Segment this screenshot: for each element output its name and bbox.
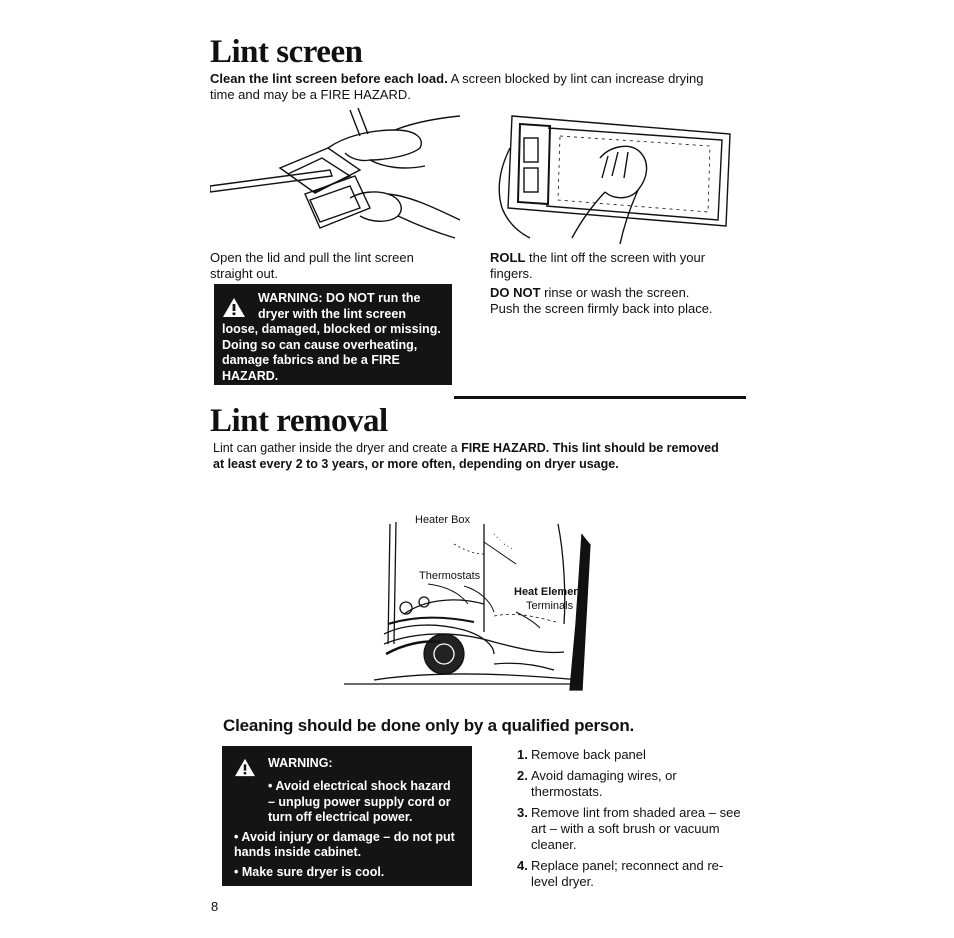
warning-box-lint-screen [214, 284, 452, 385]
caption-roll-rest: the lint off the screen with your fingers. [490, 250, 706, 281]
caption-roll-bold: ROLL [490, 250, 526, 265]
label-terminals: Terminals [526, 600, 574, 612]
list-item: 1. Remove back panel [517, 747, 646, 762]
list-item: 3. Remove lint from shaded area – see art – with a soft brush or vacuum cleaner. [517, 805, 741, 852]
label-thermostats: Thermostats [419, 570, 481, 582]
steps-list [517, 747, 747, 890]
removal-intro-plain: Lint can gather inside the dryer and create a [213, 441, 462, 455]
list-item: 2. Avoid damaging wires, or thermostats. [517, 768, 677, 799]
section-divider [454, 396, 746, 399]
caption-push-back: Push the screen firmly back into place. [490, 301, 713, 316]
warning-rest: loose, damaged, blocked or missing. Doing so can cause overheating, damage fabrics and be a FIRE HAZARD. [222, 322, 441, 383]
caption-roll-lint [490, 250, 750, 317]
warning-triangle-icon [222, 297, 246, 318]
section-title-lint-screen: Lint screen [210, 34, 363, 70]
warning2-head: WARNING: [268, 756, 333, 770]
warning-triangle-icon [234, 758, 256, 777]
qualified-person-heading: Cleaning should be done only by a qualified person. [223, 716, 635, 735]
intro-bold: Clean the lint screen before each load. [210, 71, 448, 86]
warning2-bullet3: • Make sure dryer is cool. [234, 864, 385, 879]
section-title-lint-removal: Lint removal [210, 403, 388, 439]
warning-line2: dryer with the lint screen [258, 306, 406, 321]
warning2-bullet1: • Avoid electrical shock hazard – unplug power supply cord or turn off electrical power. [268, 779, 451, 824]
warning2-bullet2: • Avoid injury or damage – do not put hands inside cabinet. [234, 829, 455, 859]
caption-open-lid: Open the lid and pull the lint screen straight out. [210, 250, 414, 281]
removal-intro-bold: FIRE HAZARD. This lint should be removed at least every 2 to 3 years, or more often, depending on dryer usage. [213, 441, 719, 471]
intro-rest: A screen blocked by lint can increase drying time and may be a FIRE HAZARD. [210, 71, 704, 102]
list-item: 4. Replace panel; reconnect and re-level dryer. [517, 858, 724, 889]
lint-screen-intro [210, 71, 710, 103]
lint-removal-intro [213, 440, 723, 472]
label-heat-element: Heat Element [514, 586, 584, 598]
illustration-pull-lint-screen [210, 108, 460, 243]
page-number: 8 [211, 899, 219, 914]
warning-box-lint-removal [222, 746, 472, 886]
illustration-roll-lint [490, 108, 735, 246]
caption-donot-bold: DO NOT [490, 285, 541, 300]
label-heater-box: Heater Box [415, 514, 471, 526]
warning-head: WARNING: DO NOT run the [258, 291, 421, 305]
caption-donot-rest: rinse or wash the screen. [540, 285, 690, 300]
